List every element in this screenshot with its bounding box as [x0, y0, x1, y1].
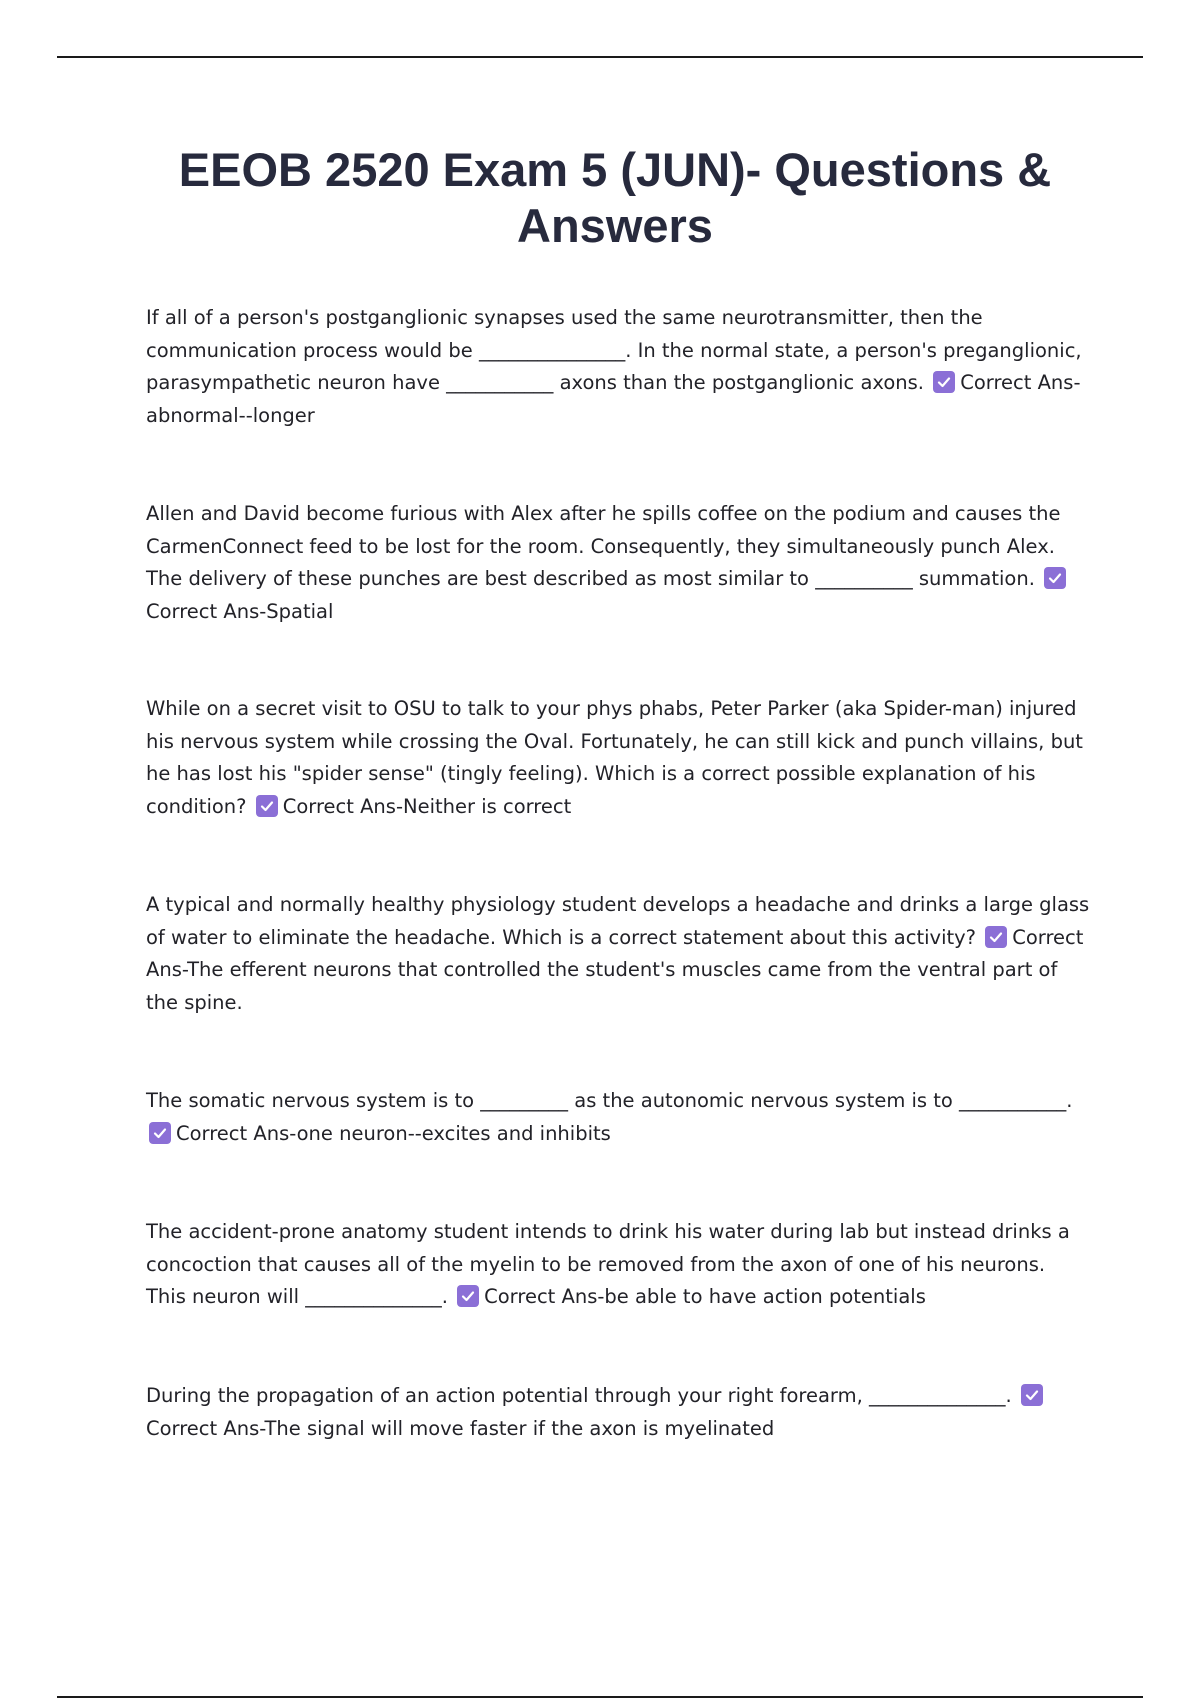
- page-title: EEOB 2520 Exam 5 (JUN)- Questions & Answers: [178, 143, 1052, 252]
- answer-text: Correct Ans-abnormal--longer: [146, 371, 1081, 427]
- question-text: A typical and normally healthy physiology student develops a headache and drinks a large glass of water to eliminate the headache. Which is a correct statement about this activity?: [146, 893, 1090, 949]
- question-text: The accident-prone anatomy student intends to drink his water during lab but instead drinks a concoction that causes all of the myelin to be removed from the axon of one of his neurons. This neuron will ______________.: [146, 1220, 1070, 1308]
- question-text: If all of a person's postganglionic synapses used the same neurotransmitter, then the communication process would be _______________. In the normal state, a person's preganglionic, parasympathetic neuron have ___________ axons than the postganglionic axons.: [146, 306, 1082, 394]
- qa-item: [146, 1380, 1091, 1445]
- checkbox-checked-icon: [1021, 1384, 1043, 1406]
- question-text: While on a secret visit to OSU to talk to your phys phabs, Peter Parker (aka Spider-man) injured his nervous system while crossing the Oval. Fortunately, he can still kick and punch villains, but he has lost his "spider sense" (tingly feeling). Which is a correct possible explanation of his condition?: [146, 697, 1083, 818]
- qa-item: [146, 302, 1091, 432]
- qa-item: [146, 498, 1091, 628]
- checkbox-checked-icon: [985, 926, 1007, 948]
- answer-text: Correct Ans-one neuron--excites and inhibits: [176, 1121, 611, 1145]
- qa-item: [146, 1085, 1091, 1150]
- question-text: The somatic nervous system is to _________ as the autonomic nervous system is to ___________.: [146, 1089, 1073, 1112]
- checkbox-checked-icon: [256, 795, 278, 817]
- answer-text: Correct Ans-The efferent neurons that controlled the student's muscles came from the ventral part of the spine.: [146, 925, 1084, 1014]
- question-text: During the propagation of an action potential through your right forearm, ______________.: [146, 1384, 1012, 1407]
- answer-text: Correct Ans-Spatial: [146, 599, 334, 623]
- qa-item: [146, 889, 1091, 1019]
- checkbox-checked-icon: [457, 1285, 479, 1307]
- answer-text: Correct Ans-The signal will move faster if the axon is myelinated: [146, 1416, 775, 1440]
- answer-text: Correct Ans-be able to have action potentials: [484, 1285, 926, 1308]
- answer-text: Correct Ans-Neither is correct: [282, 794, 572, 818]
- question-text: Allen and David become furious with Alex after he spills coffee on the podium and causes the CarmenConnect feed to be lost for the room. Consequently, they simultaneously punch Alex. The delivery of these punches are best described as most similar to __________ summation.: [146, 502, 1061, 590]
- bottom-rule: [57, 1696, 1143, 1698]
- qa-item: [146, 693, 1091, 823]
- checkbox-checked-icon: [1044, 567, 1066, 589]
- qa-item: [146, 1216, 1091, 1314]
- checkbox-checked-icon: [149, 1122, 171, 1144]
- top-rule: [57, 56, 1143, 58]
- checkbox-checked-icon: [933, 371, 955, 393]
